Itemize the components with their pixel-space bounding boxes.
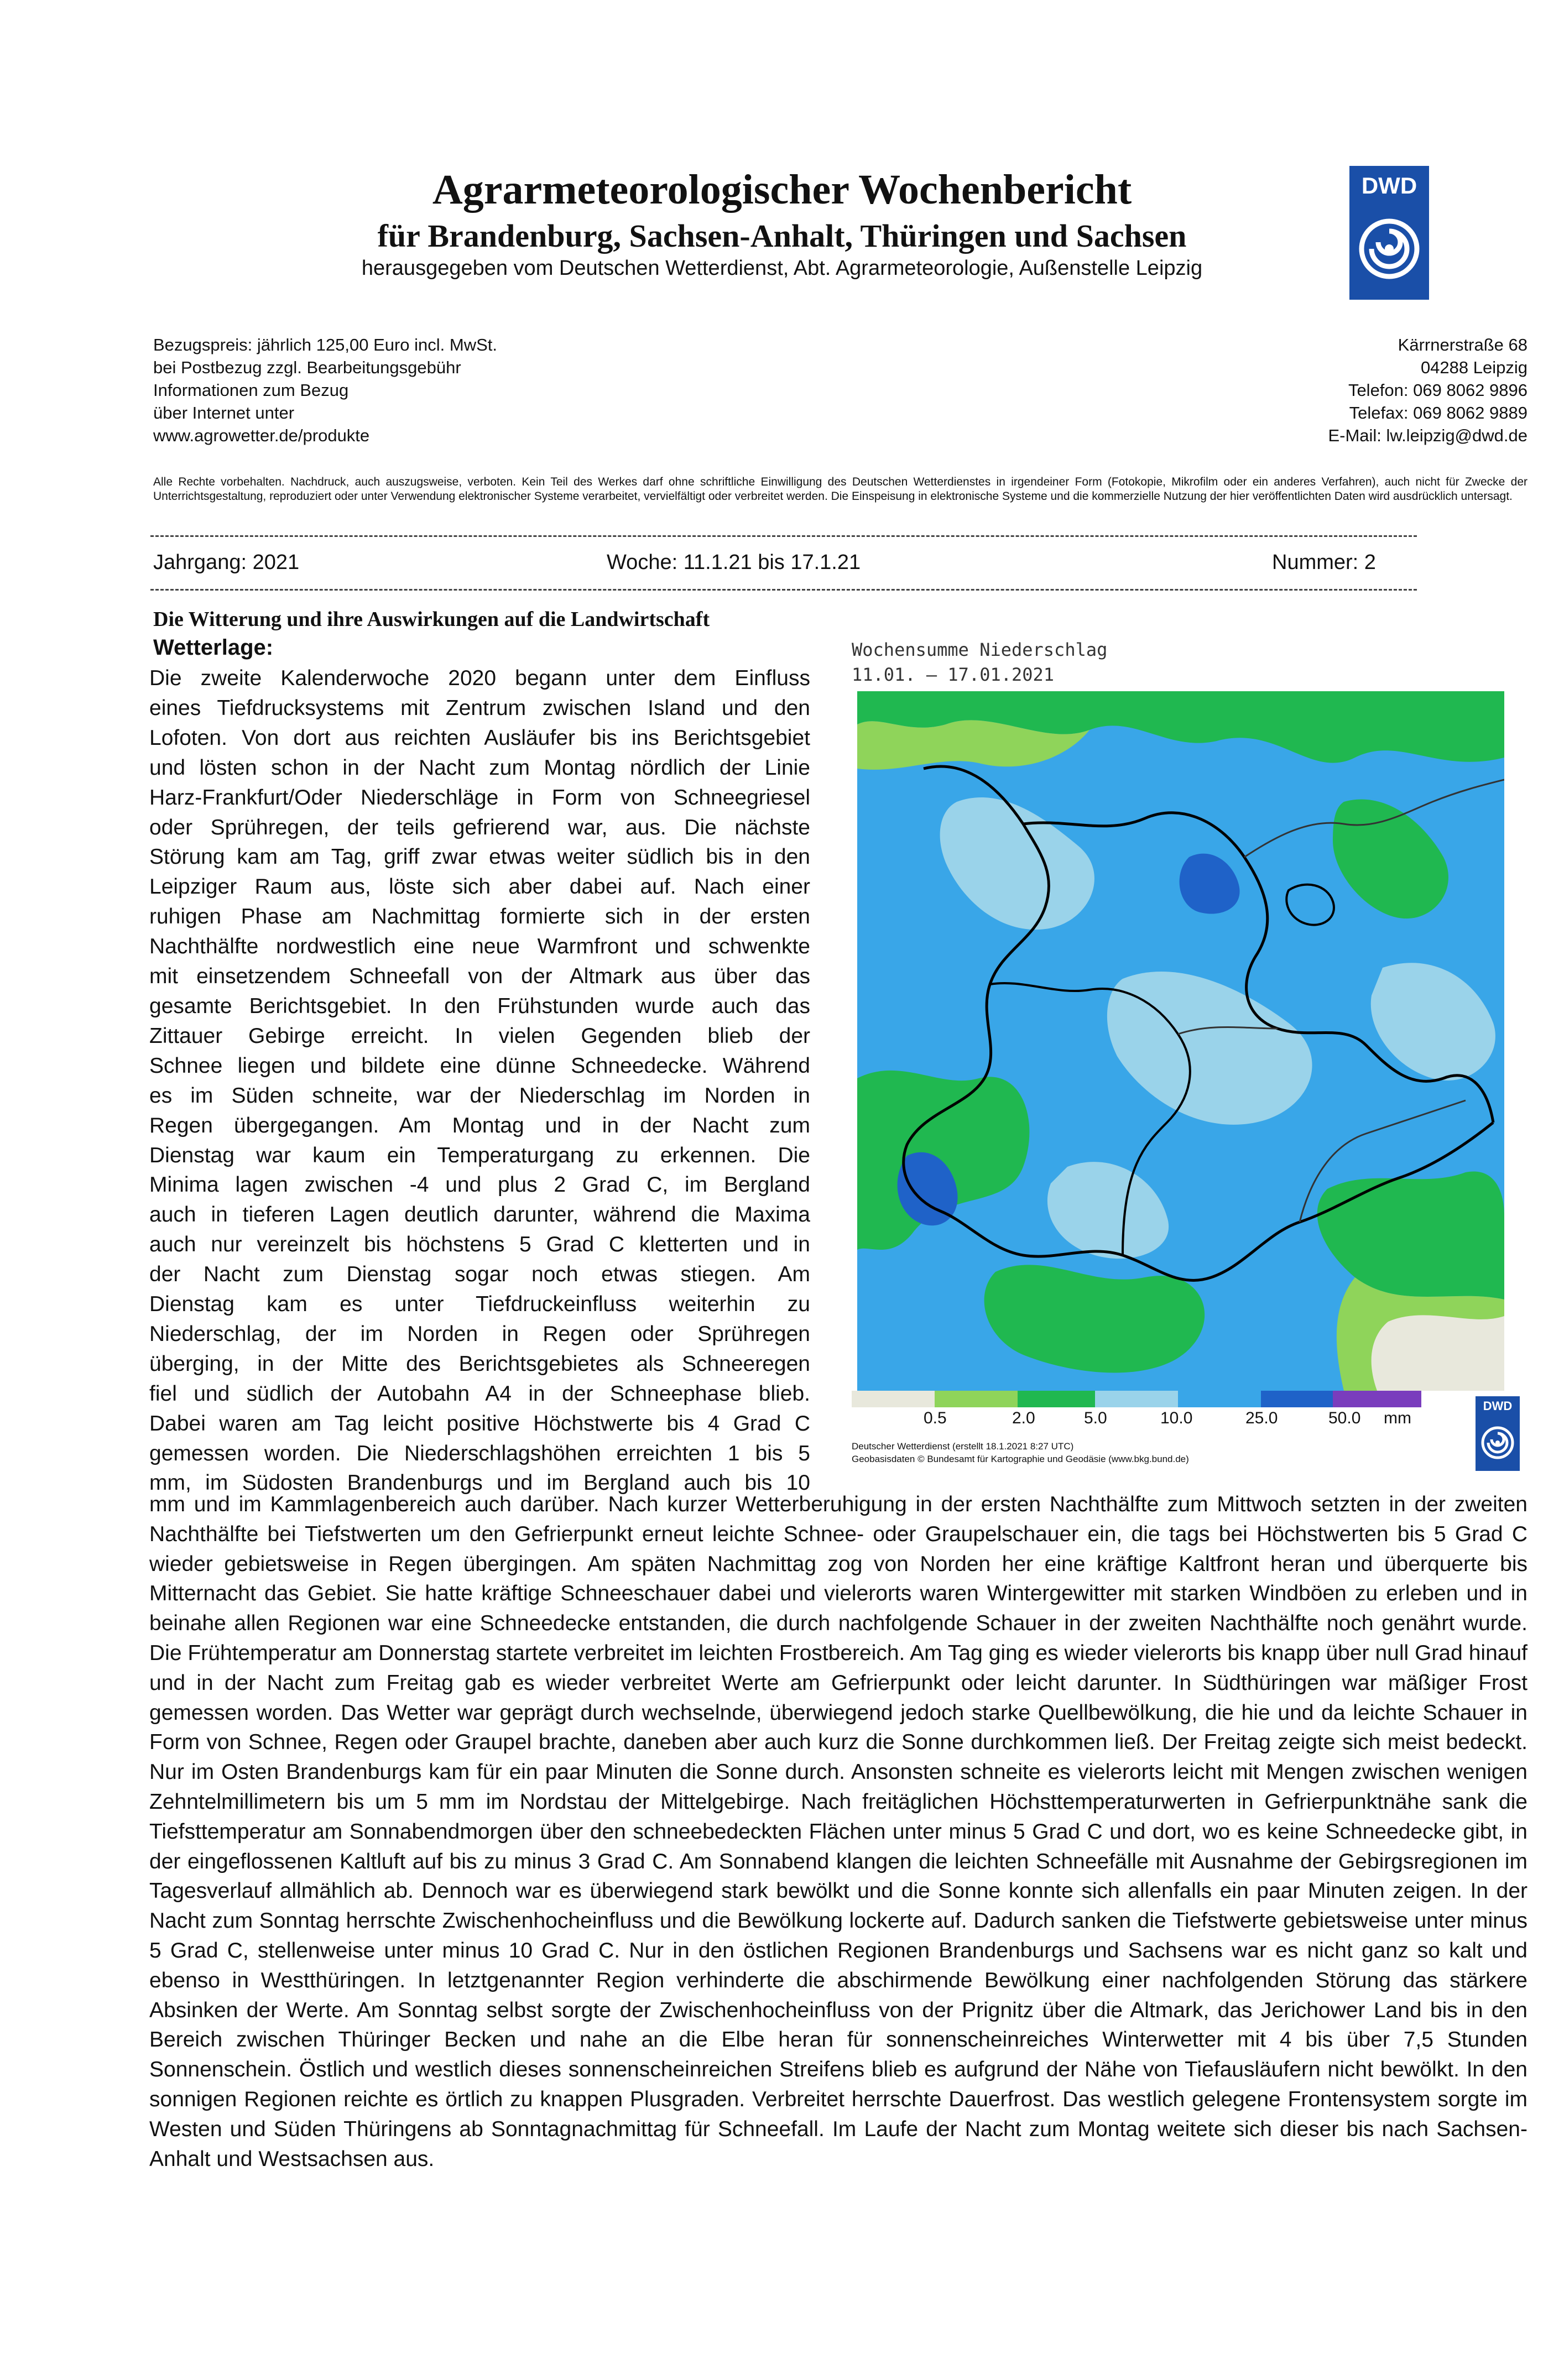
issue-year: Jahrgang: 2021	[153, 551, 300, 574]
text-line: ruhigen Phase am Nachmittag formierte sich in der ersten	[149, 905, 810, 929]
text-line: Harz-Frankfurt/Oder Niederschläge in Form von Schneegriesel	[149, 785, 810, 810]
text-line: gemessen worden. Die Niederschlagshöhen erreichten 1 bis 5	[149, 1441, 810, 1465]
weather-text-continued: mm und im Kammlagenbereich auch darüber. Nach kurzer Wetterberuhigung in der ersten Nachthälfte zum Mittwoch setzten in der zweiten Nachthälfte bei Tiefstwerten um den Gefrierpunkt erneut leichte Schnee- oder Graupelschauer ein, die tags bei Höchstwerten bis 5 Grad C wieder gebietsweise in Regen übergingen. Am späten Nachmittag zog von Norden her eine kräftige Kaltfront heran und überquerte bis Mitternacht das Gebiet. Sie hatte kräftige Schneeschauer dabei und vielerorts waren Wintergewitter mit starken Windböen zu erleben und in beinahe allen Regionen war eine Schneedecke entstanden, die durch nachfolgende Schauer in der zweiten Nachthälfte noch genährt wurde. Die Frühtemperatur am Donnerstag startete verbreitet im leichten Frostbereich. Am Tag ging es wieder vielerorts bis knapp über null Grad hinauf und in der Nacht zum Freitag gab es wieder verbreitet Werte am Gefrierpunkt oder leicht darunter. In Südthüringen war mäßiger Frost gemessen worden. Das Wetter war geprägt durch wechselnde, überwiegend jedoch starke Quellbewölkung, die hie und da leichte Schauer in Form von Schnee, Regen oder Graupel brachte, daneben aber auch kurz die Sonne durchkommen ließ. Der Freitag zeigte sich meist bedeckt. Nur im Osten Brandenburgs kam für ein paar Minuten die Sonne durch. Ansonsten schneite es vielerorts leicht mit Mengen zwischen wenigen Zehntelmillimetern bis um 5 mm im Nordstau der Mittelgebirge. Nach freitäglichen Höchsttemperaturwerten in Gefrierpunktnähe sank die Tiefsttemperatur am Sonnabendmorgen über den schneebedeckten Flächen unter minus 5 Grad C und dort, wo es keine Schneedecke gibt, in der eingeflossenen Kaltluft auf bis zu minus 3 Grad C. Am Sonnabend klangen die leichten Schneefälle mit Ausnahme der Gebirgsregionen im Tagesverlauf allmählich ab. Dennoch war es überwiegend stark bewölkt und die Sonne konnte sich allenfalls ein paar Minuten zeigen. In der Nacht zum Sonntag herrschte Zwischenhocheinfluss und die Bewölkung lockerte auf. Dadurch sanken die Tiefstwerte gebietsweise unter minus 5 Grad C, stellenweise unter minus 10 Grad C. Nur in den östlichen Regionen Brandenburgs und Sachsens war es nicht ganz so kalt und ebenso in Westthüringen. In letztgenannter Region verhinderte die abschirmende Bewölkung einer nachfolgenden Störung das stärkere Absinken der Werte. Am Sonntag selbst sorgte der Zwischenhocheinfluss von der Prignitz über die Altmark, das Jerichower Land bis in den Bereich zwischen Thüringer Becken und nahe an die Elbe heran für sonnenscheinreiches Winterwetter mit 4 bis über 7,5 Stunden Sonnenschein. Östlich und westlich dieses sonnenscheinreichen Streifens blieb es aufgrund der Nähe von Tiefausläufern nicht bewölkt. In den sonnigen Regionen reichte es örtlich zu knappen Plusgraden. Verbreitet herrschte Dauerfrost. Das westlich gelegene Frontensystem sorgte im Westen und Süden Thüringens ab Sonntagnachmittag für Schneefall. Im Laufe der Nacht zum Montag weitete sich dieser bis nach Sachsen-Anhalt und Westsachsen aus.	[149, 1492, 1527, 2171]
subscription-line: bei Postbezug zzgl. Bearbeitungsgebühr	[153, 358, 461, 377]
legend-labels	[852, 1409, 1449, 1431]
text-line: Nachthälfte nordwestlich eine neue Warmfront und schwenkte	[149, 935, 810, 959]
text-line: Dienstag kam es unter Tiefdruckeinfluss weiterhin zu	[149, 1292, 810, 1317]
address-email[interactable]: E-Mail: lw.leipzig@dwd.de	[1328, 426, 1527, 445]
weather-text-column	[149, 664, 810, 1498]
divider-bottom	[150, 589, 1417, 591]
legend-label: 10.0	[1160, 1409, 1193, 1427]
text-line: oder Sprühregen, der teils gefrierend war, aus. Die nächste	[149, 815, 810, 839]
text-line: mit einsetzendem Schneefall von der Altmark aus über das	[149, 964, 810, 989]
subscription-line: Informationen zum Bezug	[153, 380, 349, 400]
address-street: Kärrnerstraße 68	[1398, 335, 1527, 354]
text-line: Dienstag war kaum ein Temperaturgang zu erkennen. Die	[149, 1143, 810, 1167]
legend-swatch-6	[1333, 1391, 1421, 1407]
legend-swatch-1	[935, 1391, 1018, 1407]
subsection-heading: Wetterlage:	[153, 635, 274, 660]
text-line: gesamte Berichtsgebiet. In den Frühstunden wurde auch das	[149, 994, 810, 1018]
legend-swatch-5	[1261, 1391, 1333, 1407]
text-line: Minima lagen zwischen -4 und plus 2 Grad C, im Bergland	[149, 1173, 810, 1197]
copyright-notice: Alle Rechte vorbehalten. Nachdruck, auch auszugsweise, verboten. Kein Teil des Werkes darf ohne schriftliche Einwilligung des Deutschen Wetterdienstes in irgendeiner Form (Fotokopie, Mikrofilm oder ein anderes Verfahren), auch nicht für Zwecke der Unterrichtsgestaltung, reproduziert oder unter Verwendung elektronischer Systeme verarbeitet, vervielfältigt oder verbreitet werden. Die Einspeisung in elektronische Systeme und die kommerzielle Nutzung der hier veröffentlichten Daten wird ausdrücklich untersagt.	[153, 476, 1527, 503]
text-line: und lösten schon in der Nacht zum Montag nördlich der Linie	[149, 755, 810, 780]
text-line: Die zweite Kalenderwoche 2020 begann unter dem Einfluss	[149, 666, 810, 690]
subscription-url[interactable]: www.agrowetter.de/produkte	[153, 426, 370, 445]
legend-label: 2.0	[1012, 1409, 1035, 1427]
legend-swatch-4	[1178, 1391, 1261, 1407]
text-line: überging, in der Mitte des Berichtsgebietes als Schneeregen	[149, 1351, 810, 1376]
report-subtitle: für Brandenburg, Sachsen-Anhalt, Thüringen und Sachsen	[377, 218, 1187, 254]
issue-meta-row	[153, 549, 1386, 576]
text-line: der Nacht zum Dienstag sogar noch etwas stiegen. Am	[149, 1262, 810, 1287]
legend-swatch-3	[1095, 1391, 1178, 1407]
subscription-info	[153, 333, 651, 447]
map-geodata-credit: Geobasisdaten © Bundesamt für Kartographie und Geodäsie (www.bkg.bund.de)	[852, 1454, 1189, 1464]
text-line: Störung kam am Tag, griff zwar etwas weiter südlich bis in den	[149, 845, 810, 869]
address-phone: Telefon: 069 8062 9896	[1348, 380, 1527, 400]
section-title: Die Witterung und ihre Auswirkungen auf die Landwirtschaft	[153, 608, 710, 631]
address-city: 04288 Leipzig	[1420, 358, 1527, 377]
legend-unit: mm	[1384, 1409, 1411, 1427]
text-line: Leipziger Raum aus, löste sich aber dabei auf. Nach einer	[149, 875, 810, 899]
text-line: Regen übergegangen. Am Montag und in der Nacht zum	[149, 1113, 810, 1137]
contact-address	[995, 333, 1527, 447]
publisher-line: herausgegeben vom Deutschen Wetterdienst, Abt. Agrarmeteorologie, Außenstelle Leipzig	[361, 257, 1203, 280]
text-line: Dabei waren am Tag leicht positive Höchstwerte bis 4 Grad C	[149, 1411, 810, 1436]
divider-top	[150, 535, 1417, 537]
map-title: Wochensumme Niederschlag	[852, 639, 1108, 660]
issue-week: Woche: 11.1.21 bis 17.1.21	[607, 551, 861, 574]
text-line: auch nur vereinzelt bis höchstens 5 Grad C kletterten und in	[149, 1233, 810, 1257]
issue-number: Nummer: 2	[1272, 551, 1376, 574]
legend-label: 25.0	[1245, 1409, 1278, 1427]
text-line: eines Tiefdrucksystems mit Zentrum zwischen Island und den	[149, 696, 810, 720]
text-line: auch in tieferen Lagen deutlich darunter, während die Maxima	[149, 1203, 810, 1227]
text-line: Niederschlag, der im Norden in Regen oder Sprühregen	[149, 1322, 810, 1346]
text-line: Lofoten. Von dort aus reichten Ausläufer bis ins Berichtsgebiet	[149, 726, 810, 750]
legend-label: 0.5	[924, 1409, 947, 1427]
legend-label: 5.0	[1084, 1409, 1107, 1427]
text-line: fiel und südlich der Autobahn A4 in der Schneephase blieb.	[149, 1381, 810, 1406]
report-title: Agrarmeteorologischer Wochenbericht	[432, 166, 1132, 213]
subscription-line: Bezugspreis: jährlich 125,00 Euro incl. MwSt.	[153, 335, 498, 354]
dwd-logo-small-text: DWD	[1483, 1399, 1513, 1413]
legend-swatch-0	[852, 1391, 935, 1407]
subscription-line: über Internet unter	[153, 403, 295, 422]
dwd-swirl-icon	[1349, 166, 1429, 300]
dwd-logo	[1349, 166, 1429, 300]
text-line: Zittauer Gebirge erreicht. In vielen Gegenden blieb der	[149, 1024, 810, 1048]
precipitation-map	[857, 691, 1504, 1391]
legend-swatch-2	[1018, 1391, 1095, 1407]
legend-label: 50.0	[1328, 1409, 1361, 1427]
address-fax: Telefax: 069 8062 9889	[1349, 403, 1527, 422]
text-line: Schnee liegen und bildete eine dünne Schneedecke. Während	[149, 1053, 810, 1078]
text-line: mm, im Südosten Brandenburgs und im Bergland auch bis 10	[149, 1471, 810, 1495]
map-credit: Deutscher Wetterdienst (erstellt 18.1.2021 8:27 UTC)	[852, 1441, 1074, 1452]
dwd-swirl-icon	[1476, 1396, 1520, 1471]
map-date-range: 11.01. – 17.01.2021	[852, 664, 1055, 685]
text-line: es im Süden schneite, war der Niederschlag im Norden in	[149, 1083, 810, 1108]
dwd-logo-text: DWD	[1361, 173, 1417, 199]
dwd-logo-small	[1476, 1396, 1520, 1471]
